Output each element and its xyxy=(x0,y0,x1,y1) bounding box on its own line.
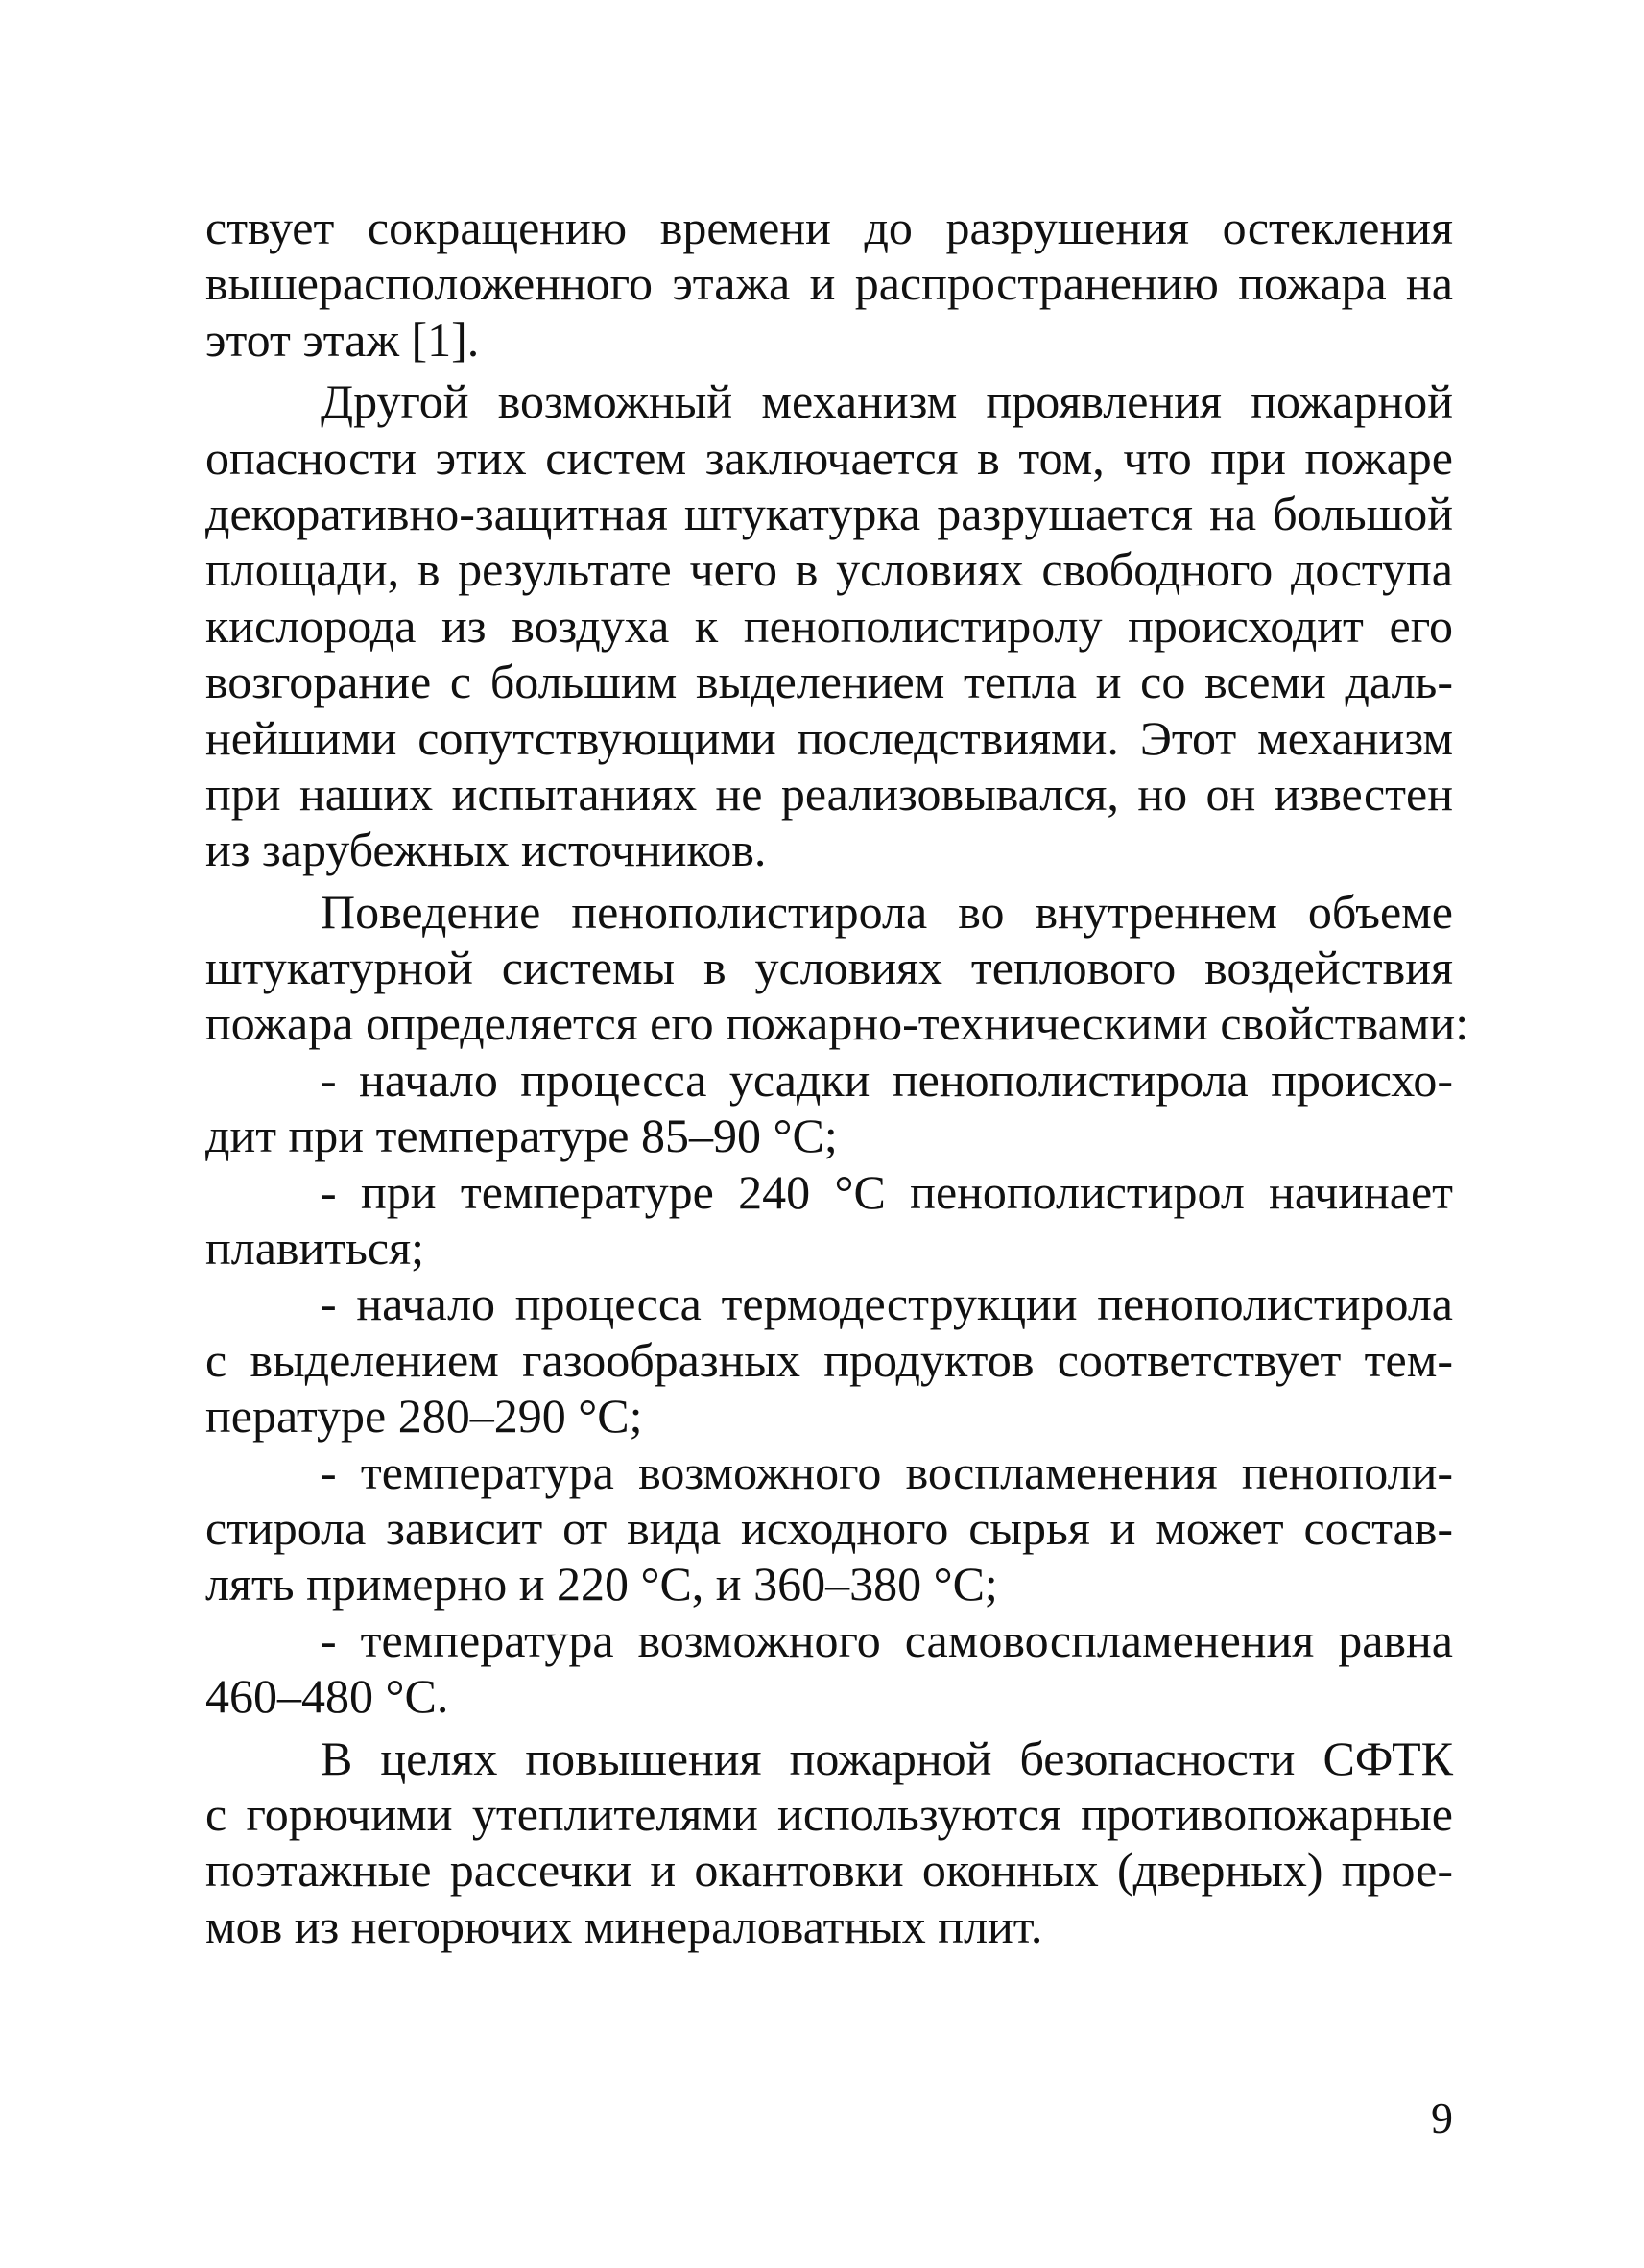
text-line: с выделением газообразных продуктов соответствует тем- xyxy=(205,1332,1453,1387)
text-line: пературе 280–290 °С; xyxy=(205,1389,643,1444)
text-line: площади, в результате чего в условиях свободного доступа xyxy=(205,542,1453,597)
text-line: - температура возможного воспламенения пенополи- xyxy=(321,1444,1453,1499)
text-line: 460–480 °С. xyxy=(205,1669,449,1724)
text-line: дит при температуре 85–90 °С; xyxy=(205,1109,838,1163)
list-item-5 xyxy=(205,1612,1453,1725)
text-line: штукатурной системы в условиях теплового воздействия xyxy=(205,941,1453,995)
text-line: Другой возможный механизм проявления пожарной xyxy=(321,374,1453,429)
text-line: поэтажные рассечки и окантовки оконных (дверных) прое- xyxy=(205,1843,1453,1898)
paragraph-4 xyxy=(205,1731,1453,1955)
text-line: ствует сокращению времени до разрушения остекления xyxy=(205,201,1453,254)
text-line: лять примерно и 220 °С, и 360–380 °С; xyxy=(205,1557,998,1611)
text-line: из зарубежных источников. xyxy=(205,823,767,877)
text-line: стирола зависит от вида исходного сырья и может состав- xyxy=(205,1500,1453,1555)
text-line: нейшими сопутствующими последствиями. Этот механизм xyxy=(205,710,1453,765)
text-line: - при температуре 240 °С пенополистирол начинает xyxy=(321,1164,1453,1219)
text-line: кислорода из воздуха к пенополистиролу происходит его xyxy=(205,598,1453,653)
page-number: 9 xyxy=(1431,2093,1453,2142)
text-line: - температура возможного самовоспламенения равна xyxy=(321,1612,1453,1667)
list-item-4 xyxy=(205,1444,1453,1612)
text-line: при наших испытаниях не реализовывался, но он известен xyxy=(205,766,1453,821)
text-line: мов из негорючих минераловатных плит. xyxy=(205,1898,1043,1953)
text-line: с горючими утеплителями используются противопожарные xyxy=(205,1786,1453,1841)
document-page xyxy=(205,200,1469,1954)
list-item-1 xyxy=(205,1052,1453,1164)
text-line: пожара определяется его пожарно-техническими свойствами: xyxy=(205,996,1469,1051)
list-item-3 xyxy=(205,1276,1453,1444)
paragraph-2 xyxy=(205,373,1453,878)
text-line: - начало процесса усадки пенополистирола происхо- xyxy=(321,1052,1453,1107)
paragraph-1 xyxy=(205,200,1453,368)
text-line: плавиться; xyxy=(205,1221,425,1276)
text-line: В целях повышения пожарной безопасности СФТК xyxy=(321,1731,1453,1785)
list-item-2 xyxy=(205,1164,1453,1277)
text-line: декоративно-защитная штукатурка разрушается на большой xyxy=(205,486,1453,540)
paragraph-3 xyxy=(205,884,1469,1052)
text-line: опасности этих систем заключается в том, что при пожаре xyxy=(205,430,1453,485)
text-line: - начало процесса термодеструкции пенополистирола xyxy=(321,1277,1453,1331)
text-line: Поведение пенополистирола во внутреннем объеме xyxy=(321,884,1453,939)
text-line: этот этаж [1]. xyxy=(205,312,480,367)
text-line: вышерасположенного этажа и распространению пожара на xyxy=(205,256,1453,311)
text-line: возгорание с большим выделением тепла и со всеми даль- xyxy=(205,655,1453,709)
